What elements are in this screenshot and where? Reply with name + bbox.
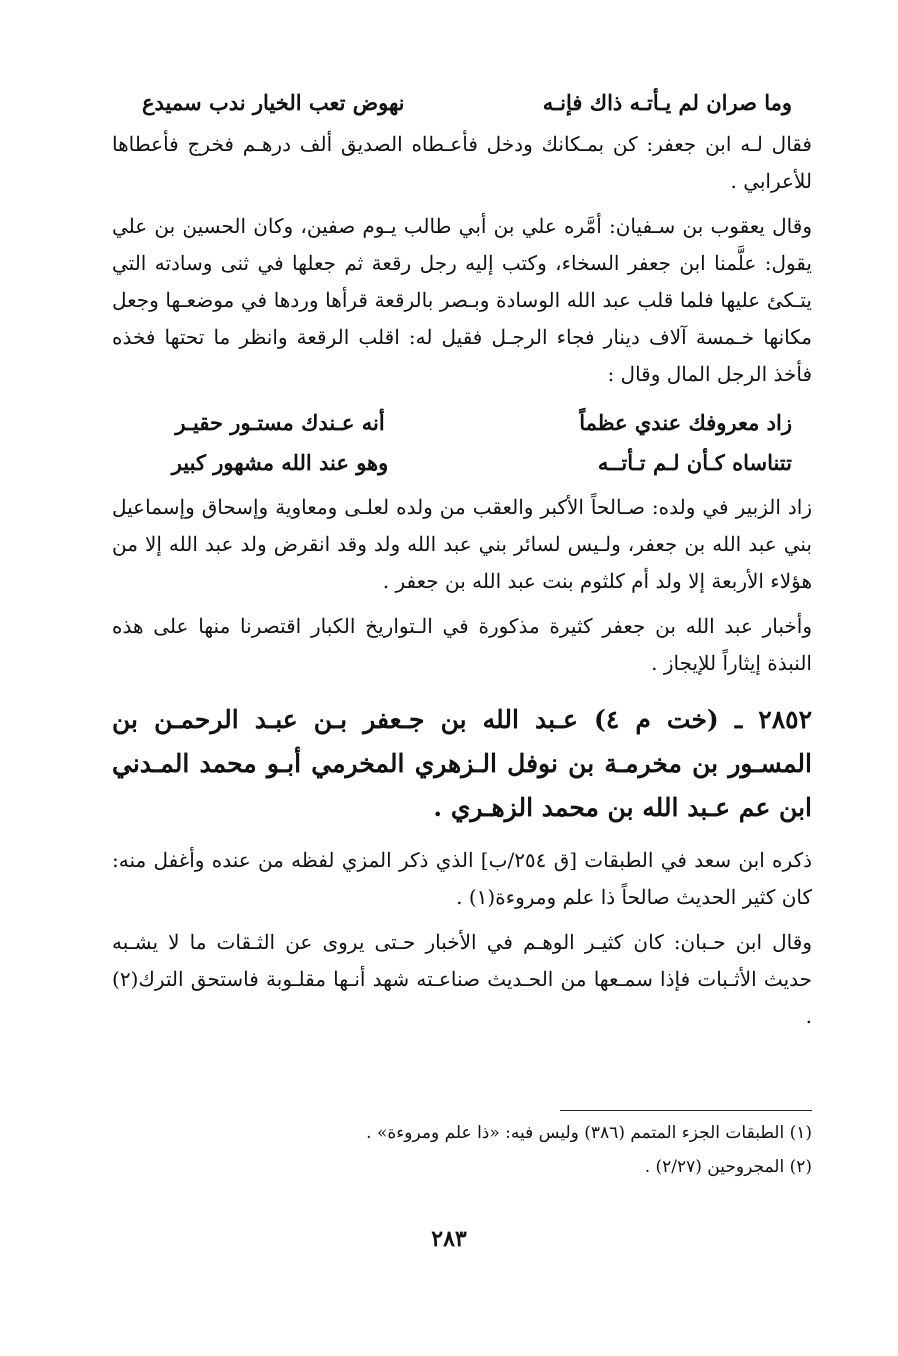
verse-hemistich-second: وهو عند الله مشهور كبير	[171, 450, 389, 475]
verse-line	[112, 403, 812, 443]
paragraph: وقال ابن حـبان: كان كثيـر الوهـم في الأخبار حـتى يروى عن الثـقات ما لا يشـبه حديث الأثـبات فإذا سمـعها من الحـديث صناعـته شهد أنـها مقلـوبة فاستحق الترك(٢) .	[112, 930, 812, 1028]
verse-hemistich-first: وما صران لم يـأتـه ذاك فإنـه	[542, 90, 792, 115]
main-text	[112, 88, 812, 1035]
verse-middle	[112, 403, 812, 483]
footnote: (١) الطبقات الجزء المتمم (٣٨٦) وليس فيه: «ذا علم ومروءة» .	[366, 1123, 812, 1143]
verse-hemistich-second: أنه عـندك مستـور حقيـر	[175, 410, 385, 435]
footnote: (٢) المجروحين (٢/٢٧) .	[644, 1157, 812, 1177]
page-number: ٢٨٣	[431, 1226, 467, 1252]
verse-hemistich-first: زاد معروفك عندي عظماً	[579, 410, 792, 435]
paragraph: ذكره ابن سعد في الطبقات [ق ٢٥٤/ب] الذي ذكر المزي لفظه من عنده وأغفل منه: كان كثير الحديث صالحاً ذا علم ومروءة(١) .	[112, 848, 812, 909]
paragraph: فقال لـه ابن جعفر: كن بمـكانك ودخل فأعـطاه الصديق ألف درهـم فخرج فأعطاها للأعرابي .	[112, 132, 812, 193]
footnote-divider	[560, 1110, 812, 1111]
paragraph: زاد الزبير في ولده: صـالحاً الأكبر والعقب من ولده لعلـى ومعاوية وإسحاق وإسماعيل بني عبد الله بن جعفر، ولـيس لسائر بني عبد الله ولد وقد انقرض ولد عبد الله إلا من هؤلاء الأربعة إلا ولد أم كلثوم بنت عبد الله بن جعفر .	[112, 495, 812, 593]
verse-line	[112, 443, 812, 483]
verse-line	[112, 88, 812, 118]
verse-hemistich-first: تتناساه كـأن لـم تـأتــه	[597, 450, 792, 475]
entry-heading: ٢٨٥٢ ـ (خت م ٤) عـبد الله بن جـعفر بـن عبـد الرحمـن بن المسـور بن مخرمـة بن نوفل الـزهري المخرمي أبـو محمد المـدني ابن عم عـبد الله بن محمد الزهـري .	[112, 705, 812, 822]
paragraph: وأخبار عبد الله بن جعفر كثيرة مذكورة في الـتواريخ الكبار اقتصرنا منها على هذه النبذة إيثاراً للإيجاز .	[112, 614, 813, 675]
verse-top	[112, 88, 812, 118]
footnotes	[112, 1116, 812, 1184]
paragraph: وقال يعقوب بن سـفيان: أمَّره علي بن أبي طالب يـوم صفين، وكان الحسين بن علي يقول: علَّمنا ابن جعفر السخاء، وكتب إليه رجل رقعة ثم جعلها في ثنى وسادته التي يتـكئ عليها فلما قلب عبد الله الوسادة وبـصر بالرقعة قرأها وردها في موضعـها وجعل مكانها خـمسة آلاف دينار فجاء الرجـل فقيل له: اقلب الرقعة وانظر ما تحتها فخذه فأخذ الرجل المال وقال :	[112, 214, 813, 386]
verse-hemistich-second: نهوض تعب الخيار ندب سميدع	[142, 90, 405, 115]
